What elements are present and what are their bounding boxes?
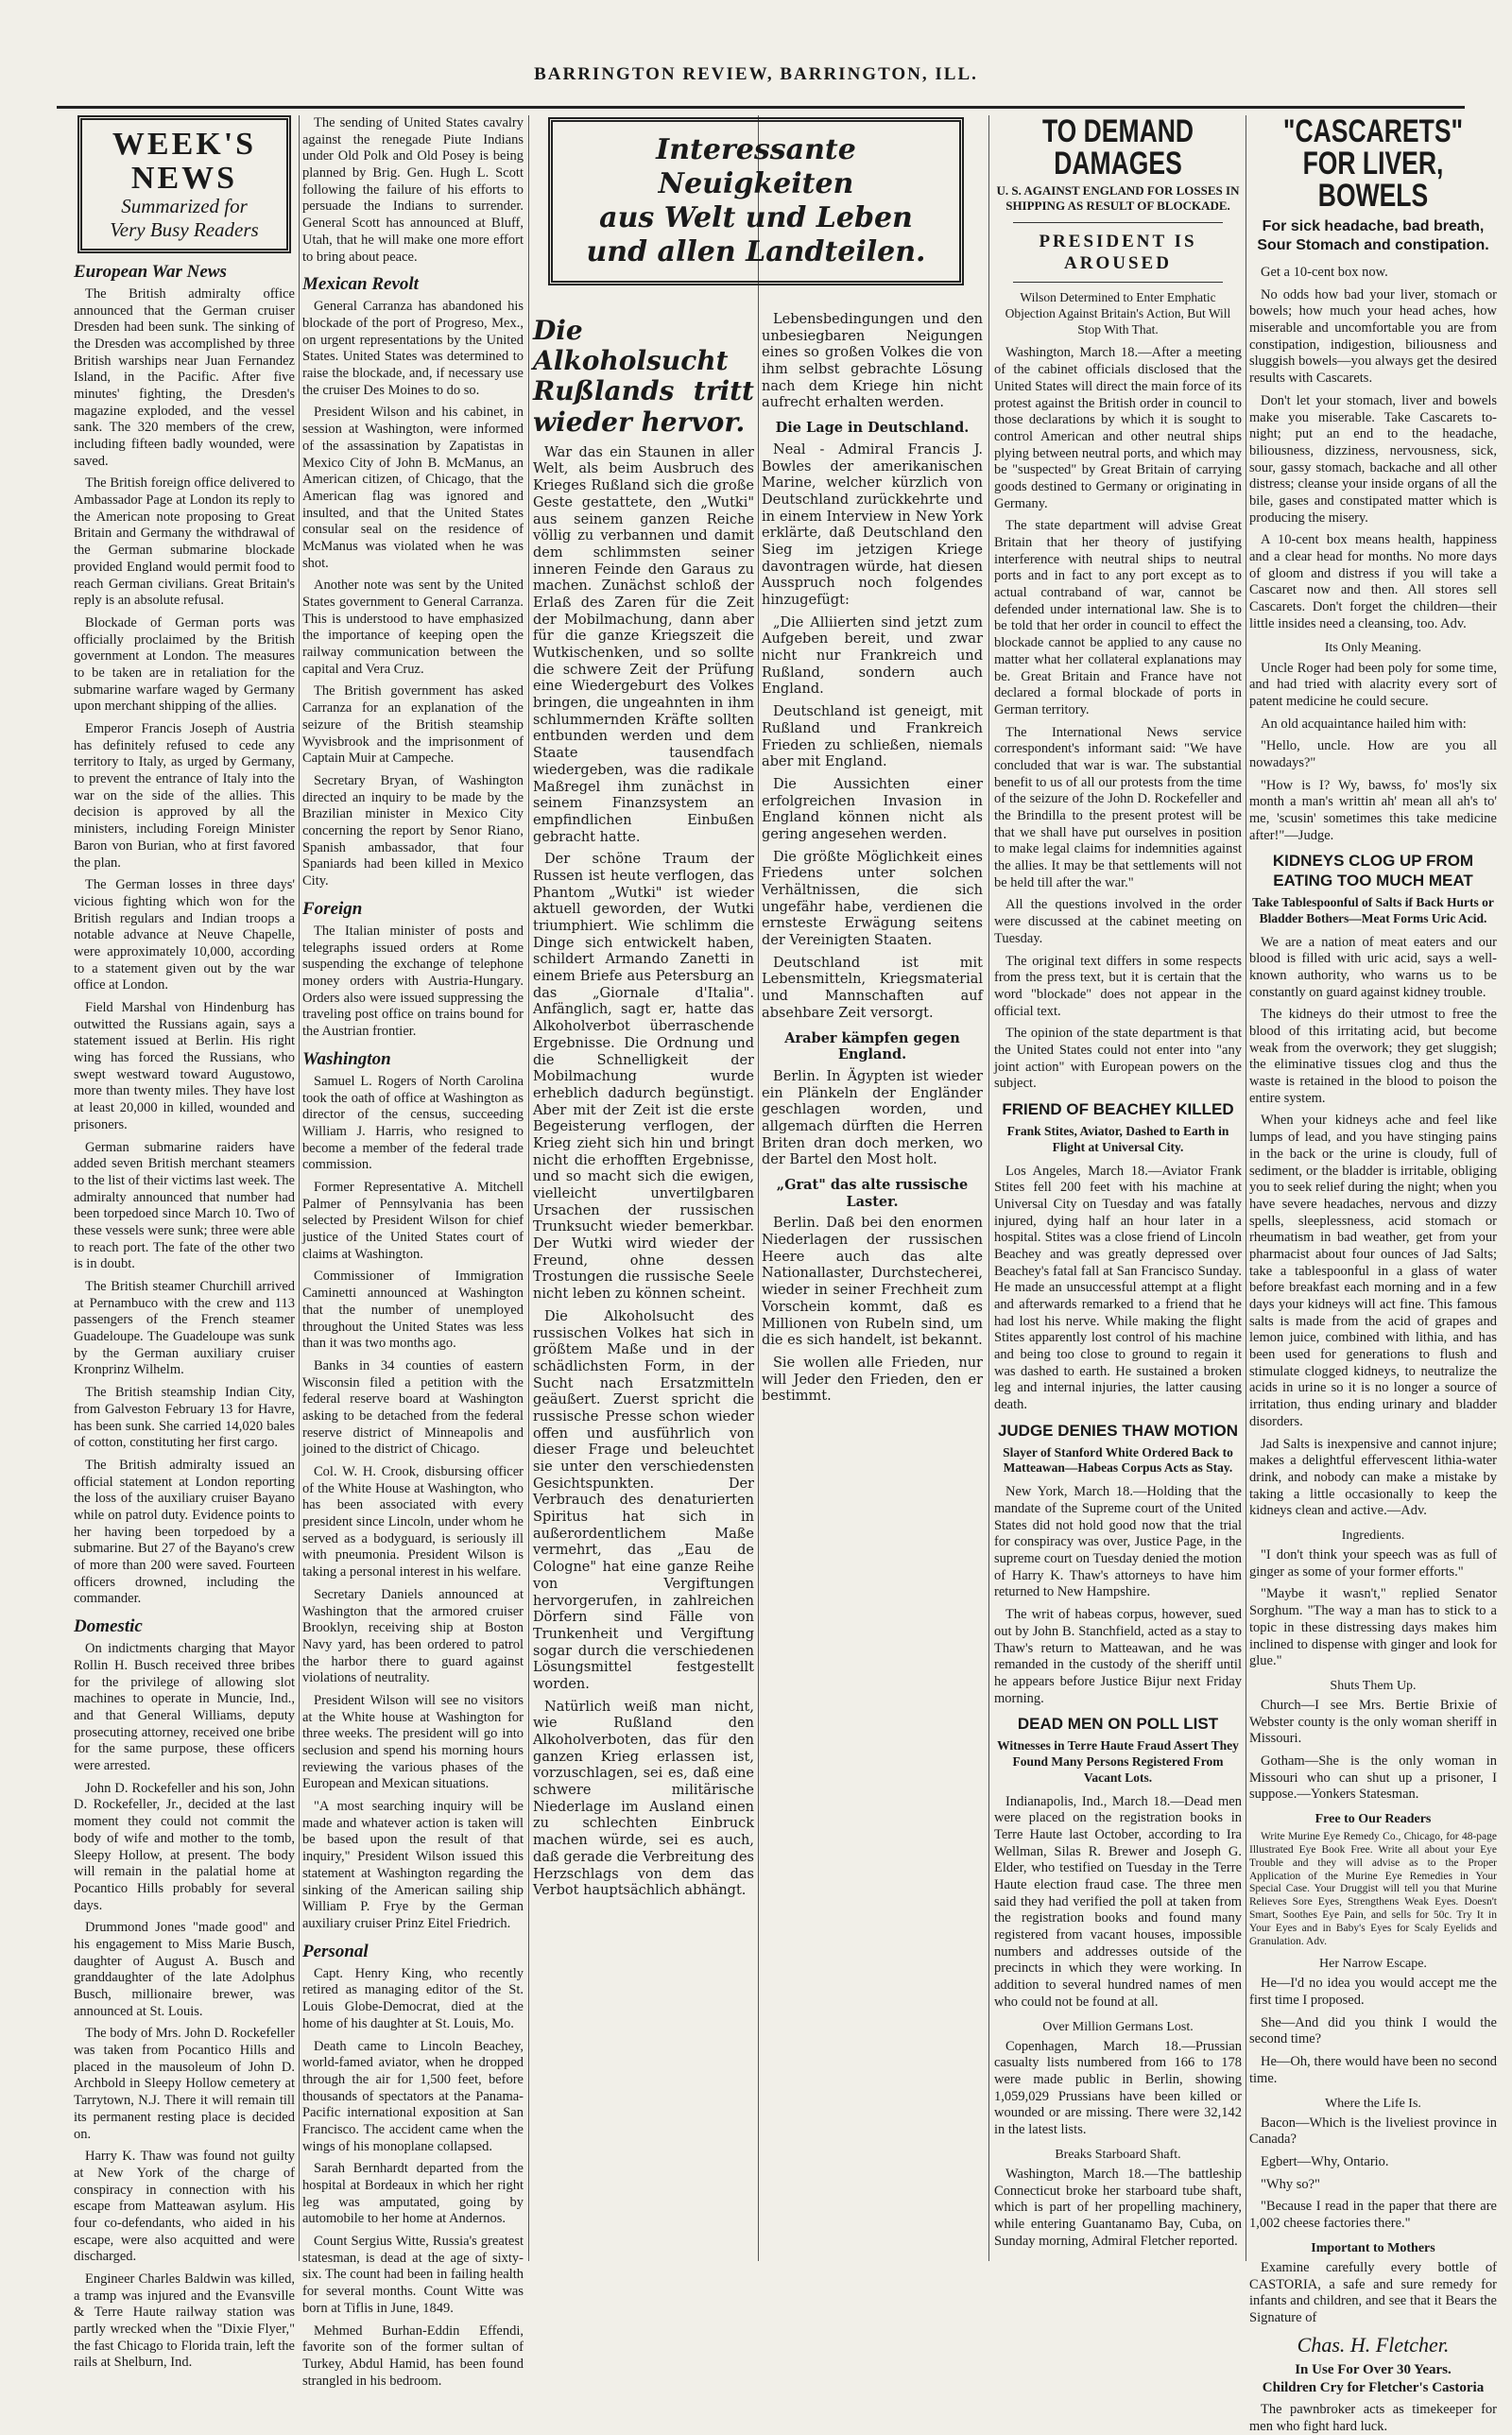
weeks-news-title-1: WEEK'S <box>112 127 257 162</box>
section-heading: Personal <box>302 1941 369 1961</box>
german-subheading: „Grat" das alte russische Laster. <box>776 1177 969 1210</box>
article-paragraph: The writ of habeas corpus, however, sued out by John B. Stanchfield, acted as a stay to Thaw's return to Matteawan, and he was remanded in the custody of the sheriff until he appears before Justice Bijur next Friday morning. <box>994 1607 1242 1706</box>
ad-paragraph: We are a nation of meat eaters and our blood is filled with uric acid, says a well-known authority, who warns us to be constantly on guard against kidney trouble. <box>1249 934 1497 1000</box>
article-paragraph: The British steamship Indian City, from Galveston February 13 for Havre, has been sunk. She carried 14,020 bales of cotton, constituting her first cargo. <box>74 1385 295 1451</box>
article-paragraph: He—I'd no idea you would accept me the first time I proposed. <box>1249 1976 1497 2009</box>
mini-heading: Shuts Them Up. <box>1330 1678 1417 1693</box>
article-paragraph: The opinion of the state department is that the United States could not enter into "any joint action" with European powers on the subject. <box>994 1026 1242 1092</box>
column-6 <box>1249 113 1497 2434</box>
article-paragraph: Washington, March 18.—After a meeting of the cabinet officials disclosed that the United States will direct the main force of its protest against the British order in council to those declarations by which it is sought to control American and other neutral ships plying between neutral ports, and which may be "suspected" by Great Britain of carrying goods destined to Germany or originating in Germany. <box>994 345 1242 511</box>
article-paragraph: The original text differs in some respects from the press text, but it is certain that the word "blockade" does not appear in the official text. <box>994 953 1242 1019</box>
mini-heading: Where the Life Is. <box>1325 2096 1421 2111</box>
weeks-news-sub-2: Very Busy Readers <box>110 217 259 241</box>
ad-paragraph: Get a 10-cent box now. <box>1261 265 1388 280</box>
article-paragraph: The German losses in three days' vicious fighting which won for the British regulars and Indian troops a notable advance at Neuve Chapelle, were approximately 10,000, according to a statement given out by the war office at London. <box>74 877 295 993</box>
column-divider <box>528 115 529 2261</box>
article-paragraph: Berlin. In Ägypten ist wieder ein Plänkeln der Engländer geschlagen worden, und allgemach dürften die Herren Briten dran doch merken, wo der Bartel den Most holt. <box>762 1068 983 1168</box>
article-paragraph: "Hello, uncle. How are you all nowadays?" <box>1249 738 1497 770</box>
section-heading: Washington <box>302 1048 391 1069</box>
article-paragraph: The Italian minister of posts and telegraphs issued orders at Rome suspending the exchange of telephone money orders with Austria-Hungary. Orders also were issued suppressing the traveling post office on trains bound for the Austrian frontier. <box>302 923 524 1040</box>
subheadline: For sick headache, bad breath, Sour Stomach and constipation. <box>1257 218 1489 253</box>
headline-beachey: FRIEND OF BEACHEY KILLED <box>1002 1100 1234 1119</box>
article-paragraph: "I don't think your speech was as full of ginger as some of your former efforts." <box>1249 1547 1497 1580</box>
headline-thaw: JUDGE DENIES THAW MOTION <box>997 1421 1239 1440</box>
article-paragraph: She—And did you think I would the second time? <box>1249 2014 1497 2047</box>
article-paragraph: Die größte Möglichkeit eines Friedens unter solchen Verhältnissen, die sich ungefähr habe, verdienen die ernsteste Erwägung seitens der Vereinigten Staaten. <box>762 849 983 949</box>
ad-paragraph: The kidneys do their utmost to free the blood of this irritating acid, but become weak from the overwork; they get sluggish; the eliminative tissues clog and thus the waste is retained in the blood to poison the entire system. <box>1249 1007 1497 1106</box>
ad-paragraph: A 10-cent box means health, happiness and a clear head for months. No more days of gloom and distress if you will take a Cascaret now and then. All stores sell Cascarets. Don't forget the children—their little insides need a cleansing, too. Adv. <box>1249 532 1497 631</box>
article-paragraph: War das ein Staunen in aller Welt, als beim Ausbruch des Krieges Rußland sich die große Geste gestattete, den „Wutki" aus seinem ganzen Reiche völlig zu verbannen und damit dem schlimmsten seiner inneren Feinde den Garaus zu machen. Zunächst schloß der Erlaß des Zaren für die Zeit der Mobilmachung, dann aber für die ganze Kriegszeit die Wutkischenken, und so sollte die schwere Zeit der Prüfung eine Wiedergeburt des Volkes bringen, die ungeahnten in ihm schlummernden Kräfte sollten entbunden werden und dem Staate tausendfach wiedergeben, was die radikale Maßregel ihm zunächst in seinem Finanzsystem an empfindlichen Einbußen gebracht hatte. <box>533 444 754 845</box>
article-paragraph: „Die Alliierten sind jetzt zum Aufgeben bereit, und zwar nicht nur Frankreich und Rußland, sondern auch England. <box>762 614 983 698</box>
article-paragraph: Mehmed Burhan-Eddin Effendi, favorite son of the former sultan of Turkey, Abdul Hamid, has been found strangled in his bedroom. <box>302 2323 524 2389</box>
headline-dead-men: DEAD MEN ON POLL LIST <box>1017 1715 1219 1734</box>
column-divider <box>758 115 759 2261</box>
mini-heading: Breaks Starboard Shaft. <box>1055 2147 1181 2162</box>
german-header-line-3: und allen Landteilen. <box>586 235 926 268</box>
article-paragraph: Deutschland ist mit Lebensmitteln, Kriegsmaterial und Mannschaften auf absehbare Zeit versorgt. <box>762 955 983 1021</box>
mini-heading: Over Million Germans Lost. <box>1042 2019 1194 2034</box>
ad-paragraph: Jad Salts is inexpensive and cannot injure; makes a delightful effervescent lithia-water drink, and nobody can make a mistake by taking a little occasionally to keep the kidneys clean and active.—Adv. <box>1249 1436 1497 1519</box>
deck: PRESIDENT IS AROUSED <box>1039 231 1197 273</box>
article-paragraph: The body of Mrs. John D. Rockefeller was taken from Pocantico Hills and placed in the mausoleum of John D. Archbold in Sleepy Hollow cemetery at Tarrytown, N.J. There it will remain till its permanent resting place is decided on. <box>74 2026 295 2142</box>
article-paragraph: Blockade of German ports was officially proclaimed by the British government at London. The measures to be taken are in retaliation for the submarine warfare waged by Germany upon merchant shipping of the allies. <box>74 614 295 715</box>
german-header-line-1: Interessante Neuigkeiten <box>656 133 856 200</box>
article-paragraph: The International News service correspondent's informant said: "We have concluded that war is war. The substantial benefit to us of all our protests from the time of the seizure of the John D. Rockefeller and the Brindilla to the present protest will be that we shall have put ourselves in position to make legal claims for indemnities against the allies. It may be that settlements will not be held till after the war." <box>994 724 1242 890</box>
article-paragraph: An old acquaintance hailed him with: <box>1261 716 1467 732</box>
article-paragraph: Former Representative A. Mitchell Palmer of Pennsylvania has been selected by President Wilson for chief justice of the United States court of claims at Washington. <box>302 1180 524 1262</box>
column-2 <box>302 115 524 2389</box>
article-paragraph: President Wilson and his cabinet, in session at Washington, were informed of the assassination by Zapatistas in Mexico City of John B. McManus, an American citizen, of Chicago, that the American flag was ignored and insulted, and that the United States consular seal on the residence of McManus was violated when he was shot. <box>302 405 524 571</box>
deck: Wilson Determined to Enter Emphatic Objection Against Britain's Action, But Will Stop With That. <box>1005 289 1231 337</box>
article-paragraph: John D. Rockefeller and his son, John D. Rockefeller, Jr., decided at the last moment they could not commit the body of wife and mother to the tomb, Sleepy Hollow, at present. The body will remain in the palatial home at Pocantico Hills probably for several days. <box>74 1780 295 1913</box>
divider <box>1013 222 1223 223</box>
article-paragraph: Sarah Bernhardt departed from the hospital at Bordeaux in which her right leg was amputated, going by automobile to her home at Andernos. <box>302 2161 524 2227</box>
column-divider <box>988 115 989 2261</box>
column-4 <box>762 312 983 2261</box>
article-paragraph: President Wilson will see no visitors at the White house at Washington for three weeks. The president will go into seclusion and spend his morning hours reviewing the various phases of the European and Mexican situations. <box>302 1692 524 1792</box>
article-paragraph: On indictments charging that Mayor Rollin H. Busch received three bribes for the privilege of allowing slot machines to operate in Muncie, Ind., and that General Williams, deputy prosecuting attorney, received one bribe for the same purpose, these officers were arrested. <box>74 1641 295 1774</box>
mini-heading: Important to Mothers <box>1311 2240 1435 2255</box>
deck: U. S. AGAINST ENGLAND FOR LOSSES IN SHIPPING AS RESULT OF BLOCKADE. <box>996 183 1240 214</box>
article-paragraph: Harry K. Thaw was found not guilty at New York of the charge of conspiracy in connection with his escape from Matteawan asylum. His four co-defendants, who aided in his escape, were also acquitted and were discharged. <box>74 2149 295 2265</box>
article-paragraph: The British steamer Churchill arrived at Pernambuco with the crew and 113 passengers of the French steamer Guadeloupe. The Guadeloupe was sunk by the German auxiliary cruiser Kronprinz Wilhelm. <box>74 1279 295 1378</box>
article-paragraph: Indianapolis, Ind., March 18.—Dead men were placed on the registration books in Terre Haute last October, according to Ira Wellman, Silas R. Brewer and Joseph G. Elder, who testified on Tuesday in the Terre Haute election fraud case. The three men said they had verified the poll at taken from the registration books and found many registered from vacant houses, impossible numbers and addresses outside of the precincts in which they were working. In addition to several hundred names of men who could not be found at all. <box>994 1793 1242 2010</box>
weeks-news-box <box>77 115 291 253</box>
column-5 <box>994 115 1242 2261</box>
ad-paragraph: Examine carefully every bottle of CASTORIA, a safe and sure remedy for infants and children, and see that it Bears the Signature of <box>1249 2259 1497 2325</box>
mini-heading: Her Narrow Escape. <box>1319 1957 1427 1972</box>
section-heading: Domestic <box>74 1616 143 1637</box>
article-paragraph: "How is I? Wy, bawss, fo' mos'ly six month a man's writtin ah' mean all ah's to' me, 'scusin' sometimes this take medicine after!"—Judge. <box>1249 777 1497 843</box>
ad-paragraph: No odds how bad your liver, stomach or bowels; how much your head aches, how miserable and uncomfortable you are from constipation, indigestion, biliousness and sluggish bowels—you always get the desired results with Cascarets. <box>1249 286 1497 387</box>
section-heading: Mexican Revolt <box>302 274 419 295</box>
ad-line: Children Cry for Fletcher's Castoria <box>1262 2379 1485 2395</box>
article-paragraph: Secretary Bryan, of Washington directed an inquiry to be made by the Brazilian minister in Mexico City concerning the report by Senor Riano, Spanish ambassador, that four Spaniards had been killed in Mexico City. <box>302 772 524 889</box>
german-header-box <box>548 117 964 285</box>
ad-paragraph: Don't let your stomach, liver and bowels make you miserable. Take Cascarets to-night; put an end to the headache, biliousness, dizziness, nervousness, sick, sour, gassy stomach, backache and all other distress; cleanse your inside organs of all the bile, gases and constipated matter which is producing the misery. <box>1249 392 1497 526</box>
article-paragraph: Samuel L. Rogers of North Carolina took the oath of office at Washington as director of the census, succeeding William J. Harris, who resigned to become a member of the federal trade commission. <box>302 1073 524 1173</box>
article-paragraph: Count Sergius Witte, Russia's greatest statesman, is dead at the age of sixty-six. The count had been in failing health for several months. Count Witte was born at Tiflis in June, 1849. <box>302 2234 524 2316</box>
article-paragraph: Banks in 34 counties of eastern Wisconsin filed a petition with the federal reserve board at Washington asking to be detached from the federal reserve district of Minneapolis and joined to the district of Chicago. <box>302 1357 524 1458</box>
article-paragraph: Death came to Lincoln Beachey, world-famed aviator, when he dropped through the air for 1,500 feet, before thousands of spectators at the Panama-Pacific international exposition at San Francisco. The accident came when the wings of his monoplane collapsed. <box>302 2038 524 2154</box>
article-paragraph: Berlin. Daß bei den enormen Niederlagen der russischen Heere auch das alte Nationallaster, Durchstecherei, wieder in seiner Frechheit zum Vorschein kommt, daß es Millionen von Rubeln sind, um die es sich handelt, ist bekannt. <box>762 1216 983 1349</box>
article-paragraph: "A most searching inquiry will be made and whatever action is taken will be based upon the result of that inquiry," President Wilson issued this statement at Washington regarding the sinking of the American sailing ship William P. Frye by the German auxiliary cruiser Prinz Eitel Friedrich. <box>302 1799 524 1931</box>
article-paragraph: Die Aussichten einer erfolgreichen Invasion in England können nicht als gering angesehen werden. <box>762 776 983 842</box>
article-paragraph: Emperor Francis Joseph of Austria has definitely refused to cede any territory to Italy, as urged by Germany, to prevent the entrance of Italy into the war on the side of the allies. This decision is approved by all the ministers, including Foreign Minister Baron von Burian, who at first favored the plan. <box>74 721 295 871</box>
article-paragraph: Church—I see Mrs. Bertie Brixie of Webster county is the only woman sheriff in Missouri. <box>1249 1697 1497 1747</box>
article-paragraph: Commissioner of Immigration Caminetti announced at Washington that the number of unemployed throughout the United States was less than it was two months ago. <box>302 1269 524 1352</box>
article-paragraph: Copenhagen, March 18.—Prussian casualty lists numbered from 166 to 178 were made public in Berlin, showing 1,059,029 Prussians have been killed or wounded or are missing. There were 32,142 in the latest lists. <box>994 2038 1242 2138</box>
mini-heading: Ingredients. <box>1341 1528 1405 1543</box>
article-paragraph: "Why so?" <box>1261 2176 1320 2192</box>
article-paragraph: Uncle Roger had been poly for some time, and had tried with alacrity every sort of patent medicine he could secure. <box>1249 660 1497 709</box>
column-3 <box>533 312 754 2261</box>
headline-cascarets: "CASCARETS" FOR LIVER, BOWELS <box>1282 113 1464 214</box>
article-paragraph: The pawnbroker acts as timekeeper for men who fight hard luck. <box>1249 2401 1497 2434</box>
article-paragraph: Der schöne Traum der Russen ist heute verflogen, das Phantom „Wutki" ist wieder aktuell geworden, der Wutki triumphiert. Wie schlimm die Dinge sich entwickelt haben, schildert Armando Zanetti in einem Briefe aus Petersburg an das „Giornale d'Italia". Anfänglich, sagt er, hatte das Alkoholverbot überraschende Ergebnisse. Die Ordnung und die Schnelligkeit der Mobilmachung wurde erheblich dadurch begünstigt. Aber mit der Zeit ist die erste Begeisterung verflogen, der Krieg zieht sich hin und bringt nicht die erhofften Ergebnisse, und so macht sich die ewigen, vielleicht unvertilgbaren Ursachen der russischen Trunksucht wieder bemerkbar. Der Wutki wird wieder der Freund, ohne dessen Trostungen die russische Seele nicht leben zu können scheint. <box>533 852 754 1303</box>
mini-heading: Free to Our Readers <box>1314 1812 1432 1827</box>
fletcher-signature: Chas. H. Fletcher. <box>1297 2332 1450 2357</box>
article-paragraph: Bacon—Which is the liveliest province in Canada? <box>1249 2115 1497 2148</box>
headline-damages: TO DEMAND DAMAGES <box>1041 113 1194 181</box>
article-paragraph: Deutschland ist geneigt, mit Rußland und Frankreich Frieden zu schließen, niemals aber mit England. <box>762 704 983 770</box>
german-header-line-2: aus Welt und Leben <box>599 201 913 234</box>
article-paragraph: The British foreign office delivered to Ambassador Page at London its reply to the American note proposing to Great Britain and Germany the withdrawal of the German submarine blockade provided England would permit food to reach German civilians. Great Britain's reply is an absolute refusal. <box>74 475 295 609</box>
article-paragraph: Natürlich weiß man nicht, wie Rußland den Alkoholverboten, das für den ganzen Krieg erlassen ist, vorzuschlagen, sei es, daß eine schwere militärische Niederlage im Ausland einen zu schlechten Einbruck machen würde, sei es auch, daß gerade die Verbreitung des Herzschlags von dem das Verbot hauptsächlich abhängt. <box>533 1699 754 1899</box>
german-subheading: Araber kämpfen gegen England. <box>784 1029 960 1063</box>
article-paragraph: Sie wollen alle Frieden, nur will Jeder den Frieden, den er bestimmt. <box>762 1355 983 1405</box>
article-paragraph: Capt. Henry King, who recently retired as managing editor of the St. Louis Globe-Democrat, died at the home of his daughter at St. Louis, Mo. <box>302 1965 524 2031</box>
weeks-news-title-2: NEWS <box>130 160 238 196</box>
article-paragraph: Los Angeles, March 18.—Aviator Frank Stites fell 200 feet with his machine at Universal City on Tuesday and was fatally injured, dying half an hour later in a hospital. Stites was a close friend of Lincoln Beachey and was greatly depressed over Beachey's fatal fall at San Francisco Sunday. He made an unsuccessful attempt at a flight and afterwards remarked to a friend that he had lost his nerve. While making the flight Stites apparently lost control of his machine and being too close to ground to regain it was dashed to earth. He sustained a broken leg and internal injuries, the latter causing death. <box>994 1163 1242 1413</box>
headline-kidneys: KIDNEYS CLOG UP FROM EATING TOO MUCH MEAT <box>1272 852 1474 890</box>
subheadline: Witnesses in Terre Haute Fraud Assert They Found Many Persons Registered From Vacant Lots. <box>997 1737 1239 1785</box>
article-paragraph: The British admiralty office announced that the German cruiser Dresden had been sunk. The sinking of the Dresden was accomplished by three British warships near Juan Fernandez Island, in the Pacific. After five minutes' fighting, the Dresden's magazine exploded, and the vessel sank. The 320 members of the crew, including fifteen badly wounded, were saved. <box>74 285 295 469</box>
masthead: BARRINGTON REVIEW, BARRINGTON, ILL. <box>534 64 978 84</box>
weeks-news-sub-1: Summarized for <box>121 195 248 218</box>
article-paragraph: General Carranza has abandoned his blockade of the port of Progreso, Mex., on urgent representations by the United States. United States was determined to raise the blockade, and, if necessary use the cruiser Des Moines to do so. <box>302 299 524 398</box>
article-paragraph: Egbert—Why, Ontario. <box>1261 2153 1389 2169</box>
article-paragraph: Washington, March 18.—The battleship Connecticut broke her starboard tube shaft, which is part of her propelling machinery, while entering Guantanamo Bay, Cuba, on Sunday morning, Admiral Fletcher reported. <box>994 2166 1242 2249</box>
article-paragraph: Another note was sent by the United States government to General Carranza. This is understood to have emphasized the importance of keeping open the railway communication between the capital and Vera Cruz. <box>302 578 524 677</box>
article-paragraph: Secretary Daniels announced at Washington that the armored cruiser Brooklyn, receiving ship at Boston Navy yard, has been ordered to patrol the harbor there to guard against violations of neutrality. <box>302 1586 524 1686</box>
article-paragraph: Field Marshal von Hindenburg has outwitted the Russians again, says a statement issued at Berlin. His right wing has forced the Russians, who swept westward toward Augustowo, more than twenty miles. They have lost at least 20,000 in killed, wounded and prisoners. <box>74 1000 295 1132</box>
section-heading: Foreign <box>302 898 363 919</box>
article-paragraph: The British government has asked Carranza for an explanation of the seizure of the British steamship Wyvisbrook and the imprisonment of Captain Muir at Campeche. <box>302 683 524 767</box>
mini-heading: Its Only Meaning. <box>1324 641 1422 656</box>
top-rule <box>57 106 1465 109</box>
article-paragraph: German submarine raiders have added seven British merchant steamers to the list of their victims last week. The admiralty announced that number had been torpedoed since March 10. Two of these vessels were sunk; three were able to reach port. The fate of the other two is in doubt. <box>74 1139 295 1272</box>
article-paragraph: All the questions involved in the order were discussed at the cabinet meeting on Tuesday. <box>994 897 1242 946</box>
article-paragraph: The British admiralty issued an official statement at London reporting the loss of the auxiliary cruiser Bayano while on patrol duty. Evidence points to her having been torpedoed by a submarine. But 27 of the Bayano's crew of more than 200 were saved. Fourteen officers drowned, including the commander. <box>74 1457 295 1607</box>
ad-paragraph: When your kidneys ache and feel like lumps of lead, and you have stinging pains in the back or the urine is cloudy, full of sediment, or the bladder is irritable, obliging you to seek relief during the night; when you have severe headaches, nervous and dizzy spells, sleeplessness, acid stomach or rheumatism in bad weather, get from your pharmacist about four ounces of Jad Salts; take a tablespoonful in a glass of water before breakfast each morning and in a few days your kidneys will act fine. This famous salts is made from the acid of grapes and lemon juice, combined with lithia, and has been used for generations to flush and stimulate clogged kidneys, to neutralize the acids in urine so it is no longer a source of irritation, thus ending urinary and bladder disorders. <box>1249 1113 1497 1429</box>
article-paragraph: Drummond Jones "made good" and his engagement to Miss Marie Busch, daughter of August A. Busch and granddaughter of the late Adolphus Busch, millionaire brewer, was announced at St. Louis. <box>74 1920 295 2019</box>
article-paragraph: The sending of United States cavalry against the renegade Piute Indians under Old Polk and Old Posey is being planned by Brig. Gen. Hugh L. Scott following the failure of his efforts to persuade the Indians to surrender. General Scott has announced at Bluff, Utah, that he will make one more effort to bring about peace. <box>302 115 524 265</box>
article-paragraph: Neal - Admiral Francis J. Bowles der amerikanischen Marine, welcher kürzlich von Deutschland zurückkehrte und in einem Interview in New York erklärte, daß Deutschland den Sieg im jetzigen Kriege davontragen würde, hat diesen Ausspruch noch folgendes hinzugefügt: <box>762 441 983 608</box>
divider <box>1013 282 1223 283</box>
german-article-headline: Die Alkoholsucht Rußlands tritt wieder hervor. <box>533 315 754 438</box>
column-divider <box>299 115 300 2261</box>
article-paragraph: He—Oh, there would have been no second time. <box>1249 2054 1497 2086</box>
article-paragraph: "Maybe it wasn't," replied Senator Sorghum. "The way a man has to stick to a topic in these distressing days makes him inclined to dispense with ginger and look for glue." <box>1249 1586 1497 1669</box>
subheadline: Frank Stites, Aviator, Dashed to Earth in Flight at Universal City. <box>1006 1123 1229 1154</box>
column-1 <box>74 115 295 2371</box>
section-heading: European War News <box>74 261 227 282</box>
article-paragraph: Lebensbedingungen und den unbesiegbaren Neigungen eines so großen Volkes die von ihm selbst gebrachte Lösung nach dem Kriege hin nicht aufrecht erhalten werden. <box>762 312 983 411</box>
article-paragraph: Col. W. H. Crook, disbursing officer of the White House at Washington, who has been associated with every president since Lincoln, under whom he served as a bodyguard, is seriously ill with pneumonia. President Wilson is taking a personal interest in his welfare. <box>302 1464 524 1580</box>
german-subheading: Die Lage in Deutschland. <box>775 420 970 437</box>
article-paragraph: Gotham—She is the only woman in Missouri who can shut up a prisoner, I suppose.—Yonkers Statesman. <box>1249 1753 1497 1803</box>
ad-line: In Use For Over 30 Years. <box>1295 2362 1452 2378</box>
article-paragraph: Die Alkoholsucht des russischen Volkes hat sich in größtem Maße und in der schädlichsten Form, in der Sucht nach Ersatzmitteln geäußert. Zuerst spricht die russische Presse schon wieder offen und ausführlich von dieser Frage und beleuchtet sie unter den verschiedensten Gesichtspunkten. Der Verbrauch des denaturierten Spiritus hat sich in außerordentlichem Maße vermehrt, das „Eau de Cologne" hat eine ganze Reihe von Vergiftungen hervorgerufen, in zahlreichen Dörfern sind Fälle von Trunkenheit und Vergiftung sogar durch die verschiedenen Lösungsmittel festgestellt worden. <box>533 1308 754 1692</box>
subheadline: Take Tablespoonful of Salts if Back Hurts or Bladder Bothers—Meat Forms Uric Acid. <box>1252 894 1494 925</box>
article-paragraph: "Because I read in the paper that there are 1,002 cheese factories there." <box>1249 2199 1497 2232</box>
article-paragraph: Engineer Charles Baldwin was killed, a tramp was injured and the Evansville & Terre Haute railway station was partly wrecked when the "Dixie Flyer," the fast Chicago to Florida train, left the rails at Shelburn, Ind. <box>74 2271 295 2371</box>
ad-paragraph: Write Murine Eye Remedy Co., Chicago, for 48-page Illustrated Eye Book Free. Write all about your Eye Trouble and they will advise as to the Proper Application of the Murine Eye Remedies in Your Special Case. Your Druggist will tell you that Murine Relieves Sore Eyes, Strengthens Weak Eyes. Doesn't Smart, Soothes Eye Pain, and sells for 50c. Try It in Your Eyes and in Baby's Eyes for Scaly Eyelids and Granulation. Adv. <box>1249 1831 1497 1947</box>
article-paragraph: New York, March 18.—Holding that the mandate of the Supreme court of the United States did not hold good now that the trial for conspiracy was over, Justice Page, in the supreme court on Tuesday denied the motion of Harry K. Thaw's attorneys to have him returned to New Hampshire. <box>994 1484 1242 1600</box>
subheadline: Slayer of Stanford White Ordered Back to Matteawan—Habeas Corpus Acts as Stay. <box>1003 1444 1233 1476</box>
article-paragraph: The state department will advise Great Britain that her theory of justifying interference with neutral ships to neutral ports and in fact to any port except as to actual contraband of war, cannot be defended under international law. She is to be told that her order in council to effect the blockade cannot be applied to any cause no matter what her collateral explanations may be. Great Britain and France have not declared a formal blockade of ports in German territory. <box>994 518 1242 717</box>
